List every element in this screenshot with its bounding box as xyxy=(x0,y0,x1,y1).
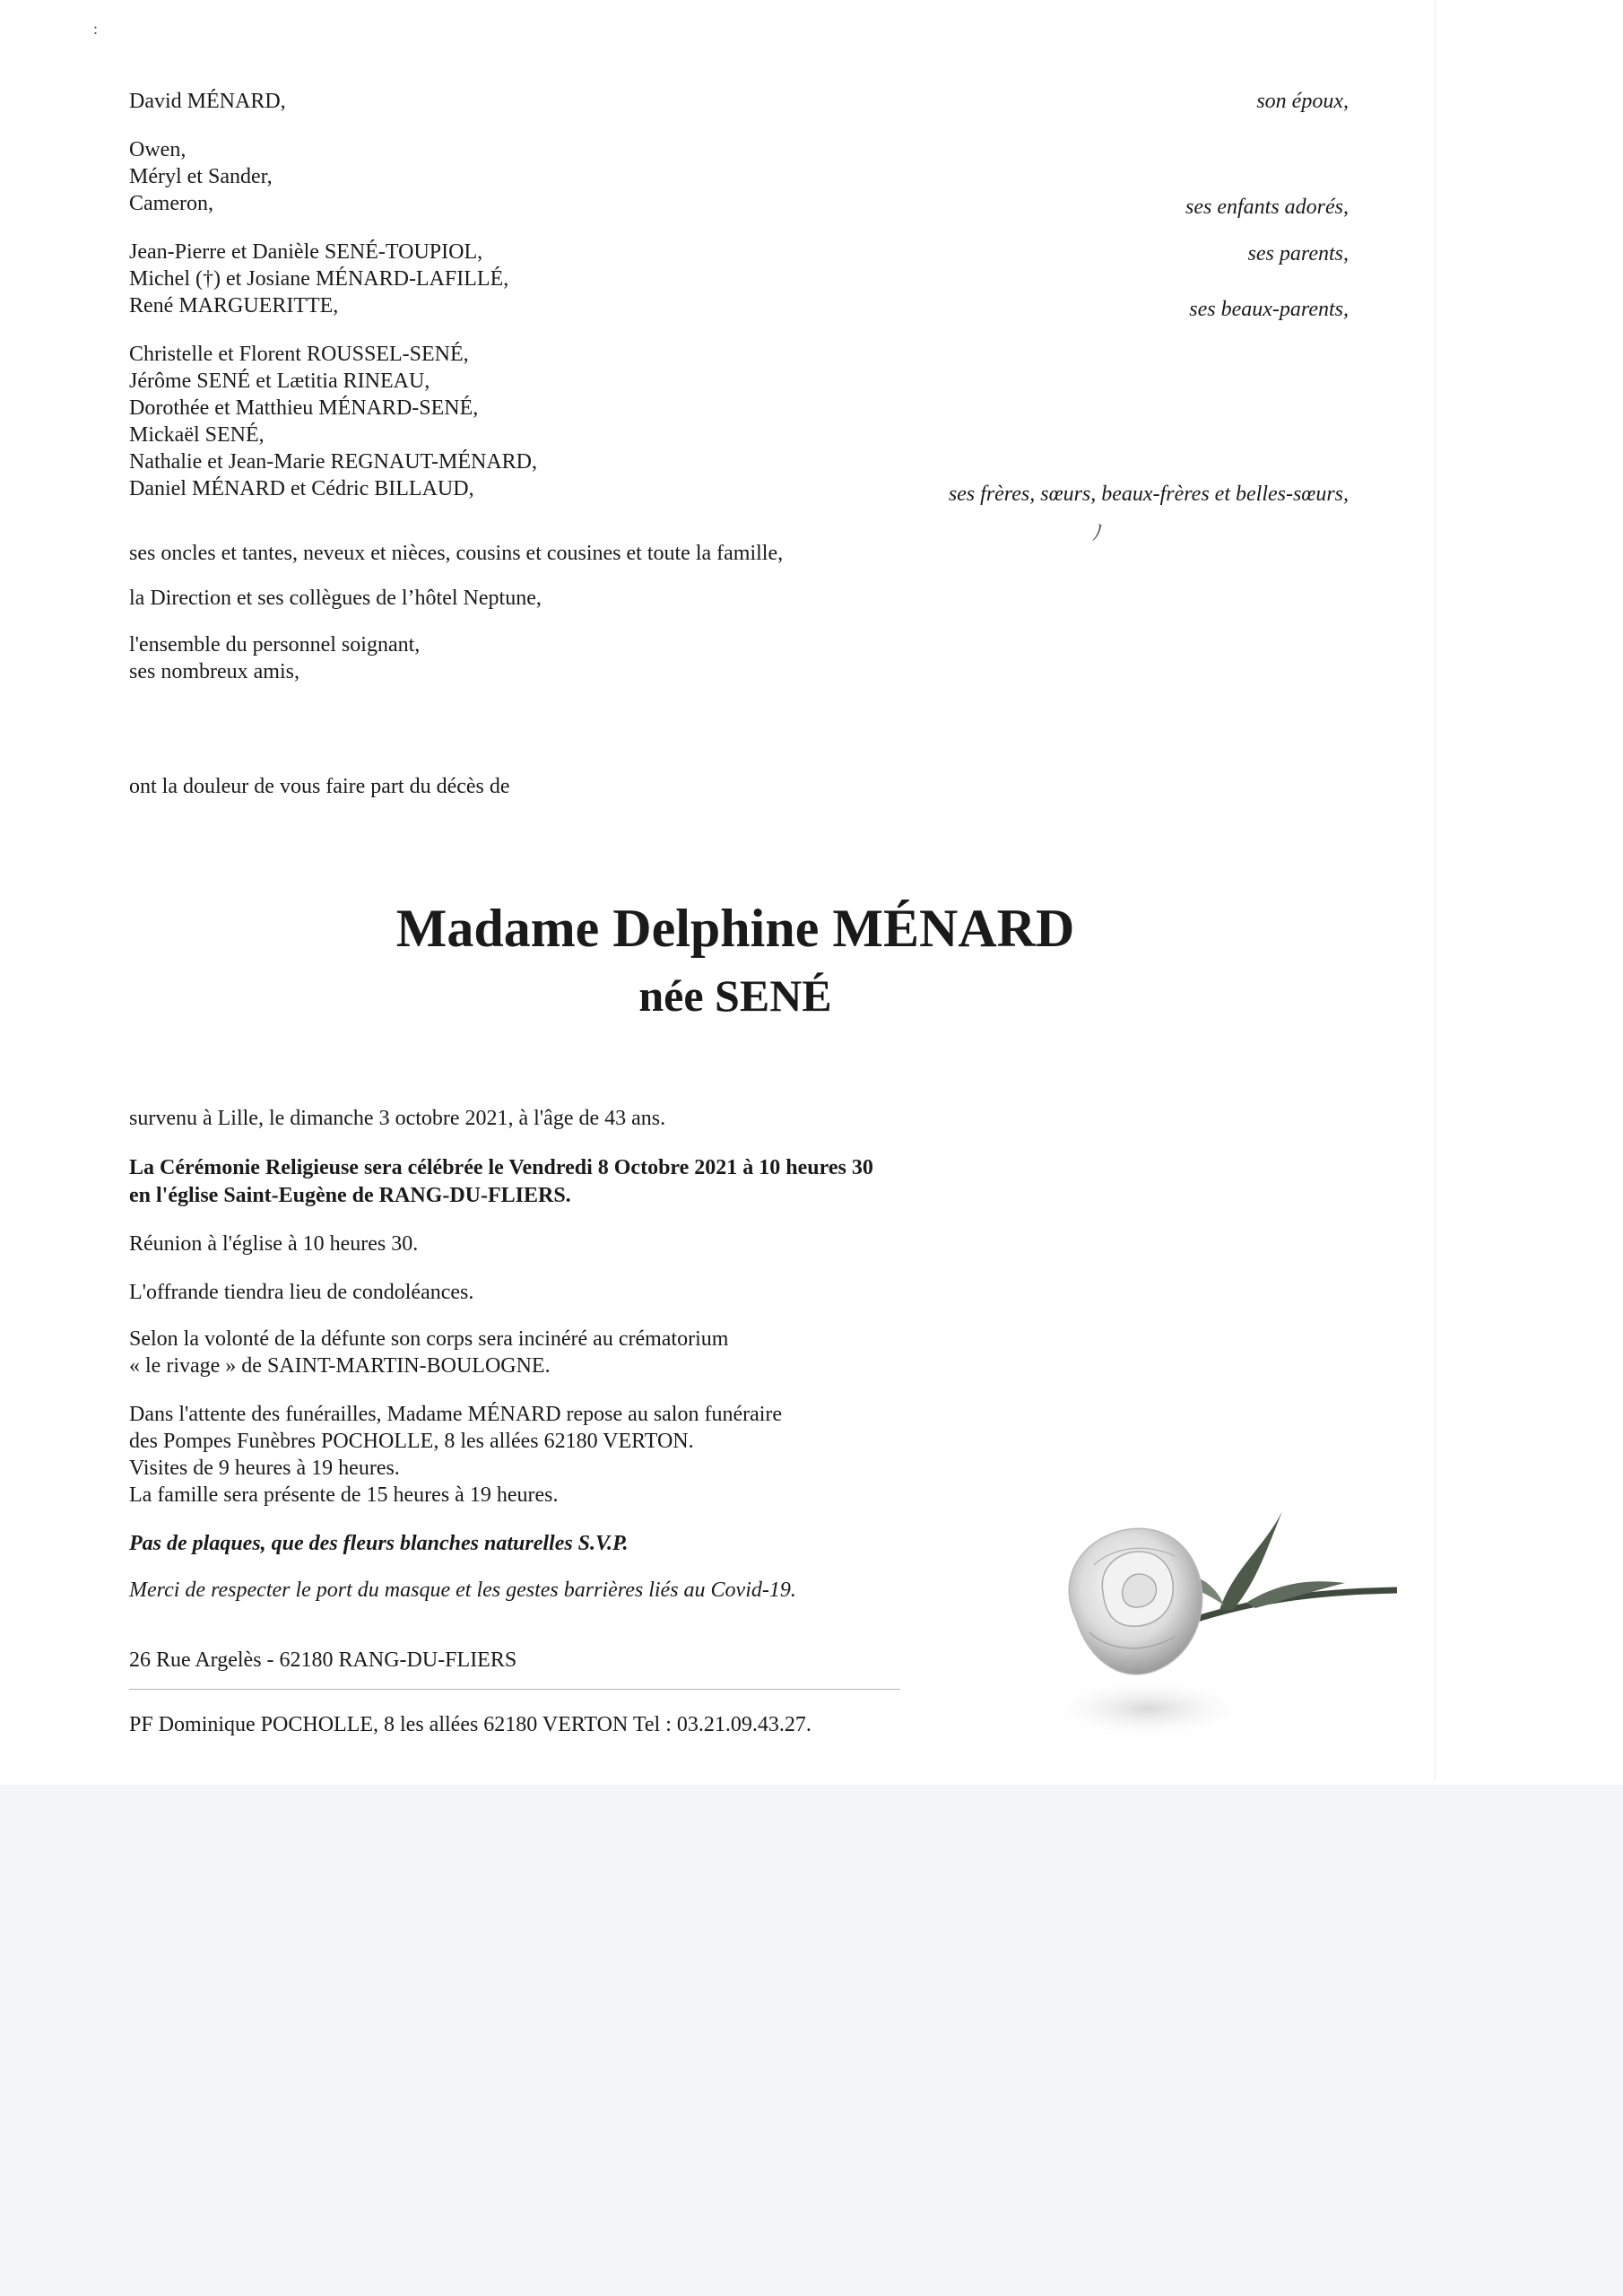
rest-line: La famille sera présente de 15 heures à 19 heures. xyxy=(129,1483,559,1507)
sibling-name: Nathalie et Jean-Marie REGNAUT-MÉNARD, xyxy=(129,450,538,474)
scan-mark: : xyxy=(93,20,99,38)
rest-line: Visites de 9 heures à 19 heures. xyxy=(129,1457,400,1480)
spouse-relation: son époux, xyxy=(1256,90,1349,113)
child-name: Owen, xyxy=(129,138,187,161)
in-laws-relation: ses beaux-parents, xyxy=(1189,298,1349,321)
death-notice: survenu à Lille, le dimanche 3 octobre 2021, à l'âge de 43 ans. xyxy=(129,1107,666,1130)
page-edge xyxy=(1435,0,1436,1780)
sibling-name: Mickaël SENÉ, xyxy=(129,423,265,447)
sibling-name: Christelle et Florent ROUSSEL-SENÉ, xyxy=(129,343,469,366)
care-staff: l'ensemble du personnel soignant, xyxy=(129,633,421,657)
parent-name: René MARGUERITTE, xyxy=(129,294,339,317)
funeral-home: PF Dominique POCHOLLE, 8 les allées 62180 VERTON Tel : 03.21.09.43.27. xyxy=(129,1713,812,1736)
divider xyxy=(129,1689,900,1690)
announcement: ont la douleur de vous faire part du décès de xyxy=(129,775,510,798)
flowers-notice: Pas de plaques, que des fleurs blanches naturelles S.V.P. xyxy=(129,1532,629,1555)
spouse-name: David MÉNARD, xyxy=(129,90,286,113)
sibling-name: Jérôme SENÉ et Lætitia RINEAU, xyxy=(129,370,430,393)
ceremony-line: en l'église Saint-Eugène de RANG-DU-FLIERS. xyxy=(129,1184,571,1207)
siblings-relation: ses frères, sœurs, beaux-frères et belles-sœurs, xyxy=(948,483,1349,506)
rest-line: des Pompes Funèbres POCHOLLE, 8 les allées 62180 VERTON. xyxy=(129,1430,694,1453)
extended-family: ses oncles et tantes, neveux et nièces, cousins et cousines et toute la famille, xyxy=(129,542,784,565)
sibling-name: Dorothée et Matthieu MÉNARD-SENÉ, xyxy=(129,396,479,420)
parents-relation: ses parents, xyxy=(1247,242,1349,265)
cremation-line: « le rivage » de SAINT-MARTIN-BOULOGNE. xyxy=(129,1354,551,1378)
offering-info: L'offrande tiendra lieu de condoléances. xyxy=(129,1281,474,1304)
sibling-name: Daniel MÉNARD et Cédric BILLAUD, xyxy=(129,477,474,500)
deceased-name: Madame Delphine MÉNARD xyxy=(395,899,1075,958)
parent-name: Michel (†) et Josiane MÉNARD-LAFILLÉ, xyxy=(129,267,509,291)
child-name: Méryl et Sander, xyxy=(129,165,273,188)
ceremony-line: La Cérémonie Religieuse sera célébrée le Vendredi 8 Octobre 2021 à 10 heures 30 xyxy=(129,1156,873,1179)
children-relation: ses enfants adorés, xyxy=(1185,196,1349,219)
rose-image xyxy=(1040,1484,1399,1753)
child-name: Cameron, xyxy=(129,192,213,215)
scan-background xyxy=(0,1785,1623,2296)
deceased-maiden-name: née SENÉ xyxy=(638,970,832,1021)
cremation-line: Selon la volonté de la défunte son corps sera incinéré au crématorium xyxy=(129,1327,729,1351)
parent-name: Jean-Pierre et Danièle SENÉ-TOUPIOL, xyxy=(129,240,483,264)
colleagues: la Direction et ses collègues de l’hôtel Neptune, xyxy=(129,587,542,610)
address: 26 Rue Argelès - 62180 RANG-DU-FLIERS xyxy=(129,1648,517,1672)
covid-notice: Merci de respecter le port du masque et les gestes barrières liés au Covid-19. xyxy=(129,1578,796,1602)
scan-mark: ﾉ xyxy=(1092,522,1103,545)
meeting-info: Réunion à l'église à 10 heures 30. xyxy=(129,1232,419,1256)
friends: ses nombreux amis, xyxy=(129,660,299,683)
rest-line: Dans l'attente des funérailles, Madame MÉNARD repose au salon funéraire xyxy=(129,1403,783,1426)
